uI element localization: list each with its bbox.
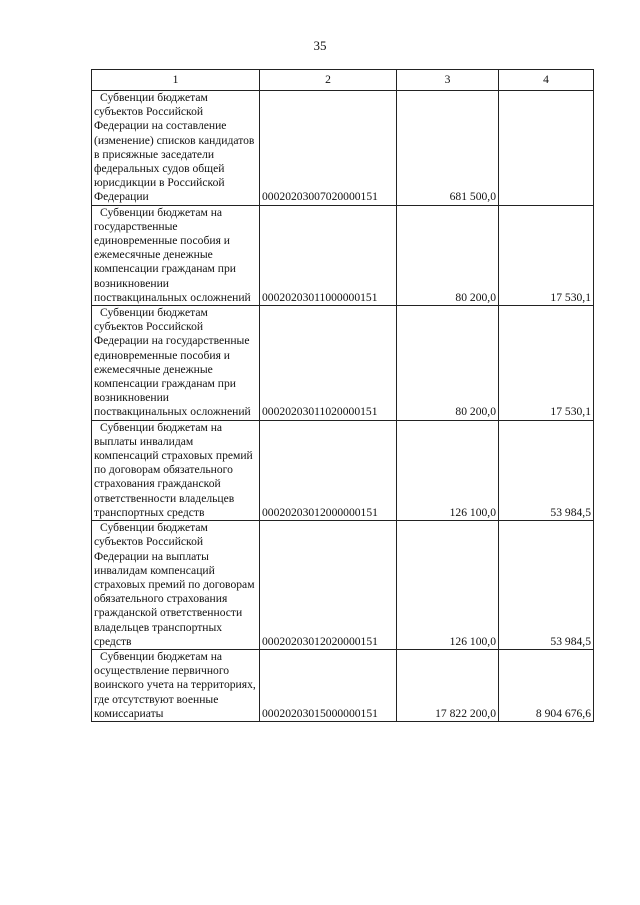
row-value-col3: 126 100,0 xyxy=(397,521,499,650)
row-value-col4 xyxy=(499,91,594,206)
table-header-row xyxy=(92,70,594,91)
table-row xyxy=(92,649,594,721)
row-code: 00020203007020000151 xyxy=(260,91,397,206)
row-value-col3: 681 500,0 xyxy=(397,91,499,206)
row-value-col4: 17 530,1 xyxy=(499,205,594,305)
column-header-3: 3 xyxy=(397,70,499,91)
row-name: Субвенции бюджетам на государственные единовременные пособия и ежемесячные денежные компенсации гражданам при возникновении поствакцинальных осложнений xyxy=(92,205,260,305)
row-value-col4: 17 530,1 xyxy=(499,306,594,421)
row-code: 00020203011000000151 xyxy=(260,205,397,305)
table-row xyxy=(92,306,594,421)
row-code: 00020203015000000151 xyxy=(260,649,397,721)
page-number: 35 xyxy=(313,38,327,53)
column-header-4: 4 xyxy=(499,70,594,91)
row-name: Субвенции бюджетам субъектов Российской Федерации на выплаты инвалидам компенсаций страховых премий по договорам обязательного страхования гражданской ответственности владельцев транспортных средств xyxy=(92,521,260,650)
row-value-col3: 80 200,0 xyxy=(397,306,499,421)
row-code: 00020203011020000151 xyxy=(260,306,397,421)
row-name: Субвенции бюджетам на выплаты инвалидам компенсаций страховых премий по договорам обязательного страхования гражданской ответственности владельцев транспортных средств xyxy=(92,420,260,520)
row-value-col4: 53 984,5 xyxy=(499,521,594,650)
column-header-2: 2 xyxy=(260,70,397,91)
row-name: Субвенции бюджетам субъектов Российской Федерации на составление (изменение) списков кандидатов в присяжные заседатели федеральных судов общей юрисдикции в Российской Федерации xyxy=(92,91,260,206)
row-value-col4: 53 984,5 xyxy=(499,420,594,520)
row-name: Субвенции бюджетам на осуществление первичного воинского учета на территориях, где отсутствуют военные комиссариаты xyxy=(92,649,260,721)
row-code: 00020203012020000151 xyxy=(260,521,397,650)
table-row xyxy=(92,521,594,650)
table-row xyxy=(92,91,594,206)
row-value-col3: 126 100,0 xyxy=(397,420,499,520)
column-header-1: 1 xyxy=(92,70,260,91)
row-name: Субвенции бюджетам субъектов Российской Федерации на государственные единовременные пособия и ежемесячные денежные компенсации гражданам при возникновении поствакцинальных осложнений xyxy=(92,306,260,421)
budget-table xyxy=(91,69,594,722)
row-code: 00020203012000000151 xyxy=(260,420,397,520)
row-value-col3: 17 822 200,0 xyxy=(397,649,499,721)
row-value-col4: 8 904 676,6 xyxy=(499,649,594,721)
table-row xyxy=(92,205,594,305)
table-row xyxy=(92,420,594,520)
row-value-col3: 80 200,0 xyxy=(397,205,499,305)
